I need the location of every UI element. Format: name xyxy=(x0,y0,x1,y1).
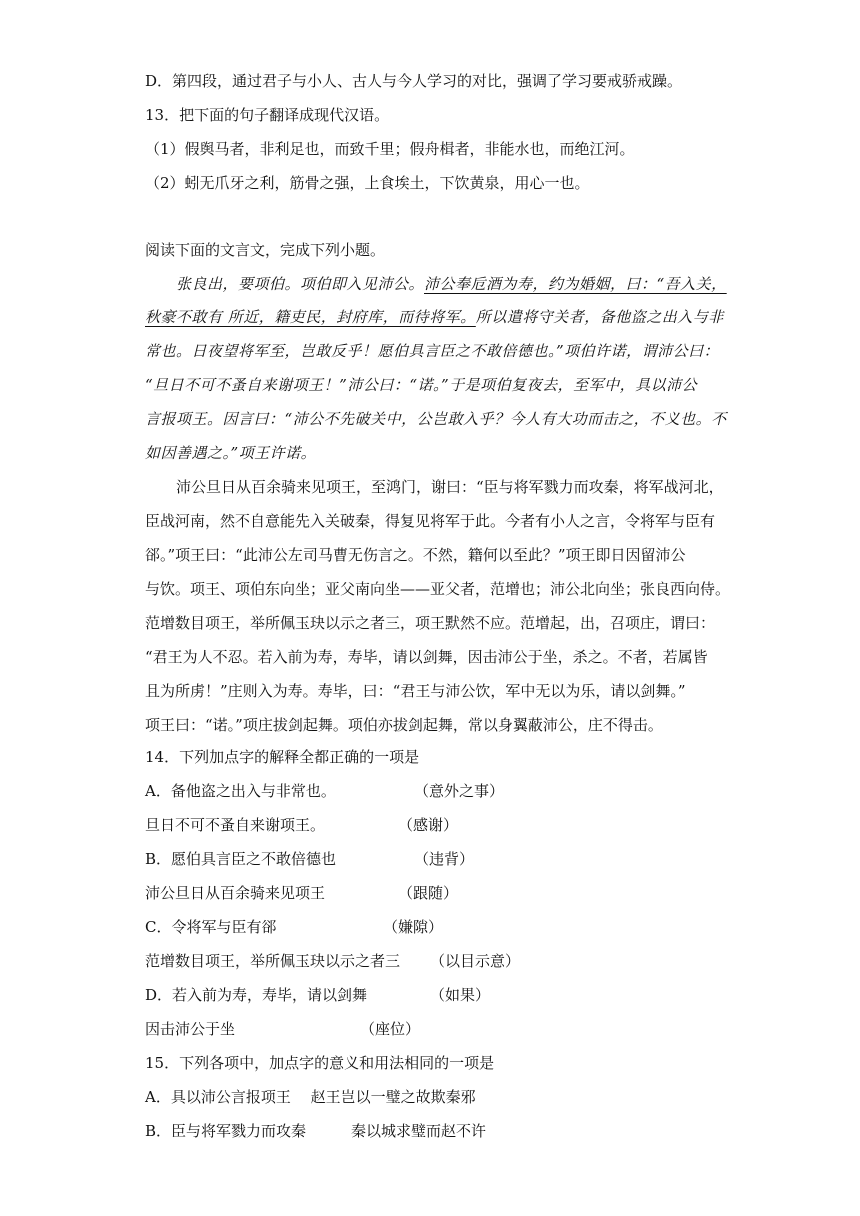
passage-p2-line-1: 沛公旦日从百余骑来见项王，至鸿门，谢曰：“臣与将军戮力而攻秦，将军战河北， xyxy=(176,478,724,496)
passage-p1-line-5: 言报项王。因言曰：“沛公不先破关中，公岂敢入乎？今人有大功而击之，不义也。不 xyxy=(145,410,727,428)
passage-p1-line-6: 如因善遇之。”项王许诺。 xyxy=(145,444,317,462)
q14-option-b-line-2: 沛公旦日从百余骑来见项王 xyxy=(145,884,326,902)
q14-option-c-line-1: C．令将军与臣有郤 xyxy=(145,918,277,936)
passage-p2-line-8: 项王曰：“诺。”项庄拔剑起舞。项伯亦拔剑起舞，常以身翼蔽沛公，庄不得击。 xyxy=(145,716,663,734)
passage-p1-line-4: “旦日不可不蚤自来谢项王！”沛公曰：“诺。”于是项伯复夜去，至军中，具以沛公 xyxy=(145,376,698,394)
passage-text: 所以遣将守关者，备他盗之出入与非 xyxy=(475,308,724,326)
q15-option-b: B．臣与将军戮力而攻秦 秦以城求璧而赵不许 xyxy=(145,1122,487,1140)
passage-p2-line-2: 臣战河南，然不自意能先入关破秦，得复见将军于此。今者有小人之言，令将军与臣有 xyxy=(145,512,716,530)
passage-p2-line-5: 范增数目项王，举所佩玉玦以示之者三，项王默然不应。范增起，出，召项庄，谓曰： xyxy=(145,614,716,632)
q14-option-b-line-1: B．愿伯具言臣之不敢倍德也 xyxy=(145,850,337,868)
passage-p2-line-4: 与饮。项王、项伯东向坐；亚父南向坐——亚父者，范增也；沛公北向坐；张良西向侍。 xyxy=(145,580,731,598)
q13-sentence-1: （1）假舆马者，非利足也，而致千里；假舟楫者，非能水也，而绝江河。 xyxy=(145,140,635,158)
underlined-sentence: 沛公奉卮酒为寿，约为婚姻，曰：“吾入关， xyxy=(424,275,727,293)
q13-sentence-2: （2）蚓无爪牙之利，筋骨之强，上食埃土，下饮黄泉，用心一也。 xyxy=(145,174,590,192)
passage-p2-line-3: 郤。”项王曰：“此沛公左司马曹无伤言之。不然，籍何以至此？”项王即日因留沛公 xyxy=(145,546,686,564)
passage-text: 张良出，要项伯。项伯即入见沛公。 xyxy=(176,275,425,293)
q14-option-c-explanation-1: （嫌隙） xyxy=(383,918,444,936)
passage-p2-line-7: 且为所虏！”庄则入为寿。寿毕，曰：“君王与沛公饮，军中无以为乐，请以剑舞。” xyxy=(145,682,686,700)
q14-option-b-explanation-1: （违背） xyxy=(414,850,475,868)
q14-option-d-explanation-2: （座位） xyxy=(360,1020,421,1038)
q14-option-d-explanation-1: （如果） xyxy=(430,986,491,1004)
q12-option-d: D．第四段，通过君子与小人、古人与今人学习的对比，强调了学习要戒骄戒躁。 xyxy=(145,72,683,90)
q14-option-c-explanation-2: （以目示意） xyxy=(430,952,521,970)
passage-p2-line-6: “君王为人不忍。若入前为寿，寿毕，请以剑舞，因击沛公于坐，杀之。不者，若属皆 xyxy=(145,648,708,666)
q14-option-a-explanation-2: （感谢） xyxy=(398,816,459,834)
q14-option-a-explanation-1: （意外之事） xyxy=(414,782,505,800)
passage-p1-line-2 xyxy=(145,306,724,328)
q14-option-d-line-1: D．若入前为寿，寿毕，请以剑舞 xyxy=(145,986,368,1004)
q14-option-a-line-2: 旦日不可不蚤自来谢项王。 xyxy=(145,816,326,834)
q14-option-c-line-2: 范增数目项王，举所佩玉玦以示之者三 xyxy=(145,952,401,970)
passage-p1-line-1 xyxy=(176,273,727,295)
q15-stem: 15．下列各项中，加点字的意义和用法相同的一项是 xyxy=(145,1054,495,1072)
q14-option-a-line-1: A．备他盗之出入与非常也。 xyxy=(145,782,336,800)
q14-option-b-explanation-2: （跟随） xyxy=(398,884,459,902)
reading-intro: 阅读下面的文言文，完成下列小题。 xyxy=(145,241,386,259)
q14-stem: 14．下列加点字的解释全都正确的一项是 xyxy=(145,748,420,766)
q14-option-d-line-2: 因击沛公于坐 xyxy=(145,1020,236,1038)
q13-stem: 13．把下面的句子翻译成现代汉语。 xyxy=(145,106,390,124)
q15-option-a: A．具以沛公言报项王 赵王岂以一璧之故欺秦邪 xyxy=(145,1088,476,1106)
underlined-sentence: 秋豪不敢有 所近，籍吏民，封府库，而待将军。 xyxy=(145,308,476,326)
passage-p1-line-3: 常也。日夜望将军至，岂敢反乎！愿伯具言臣之不敢倍德也。”项伯许诺，谓沛公曰： xyxy=(145,342,720,360)
